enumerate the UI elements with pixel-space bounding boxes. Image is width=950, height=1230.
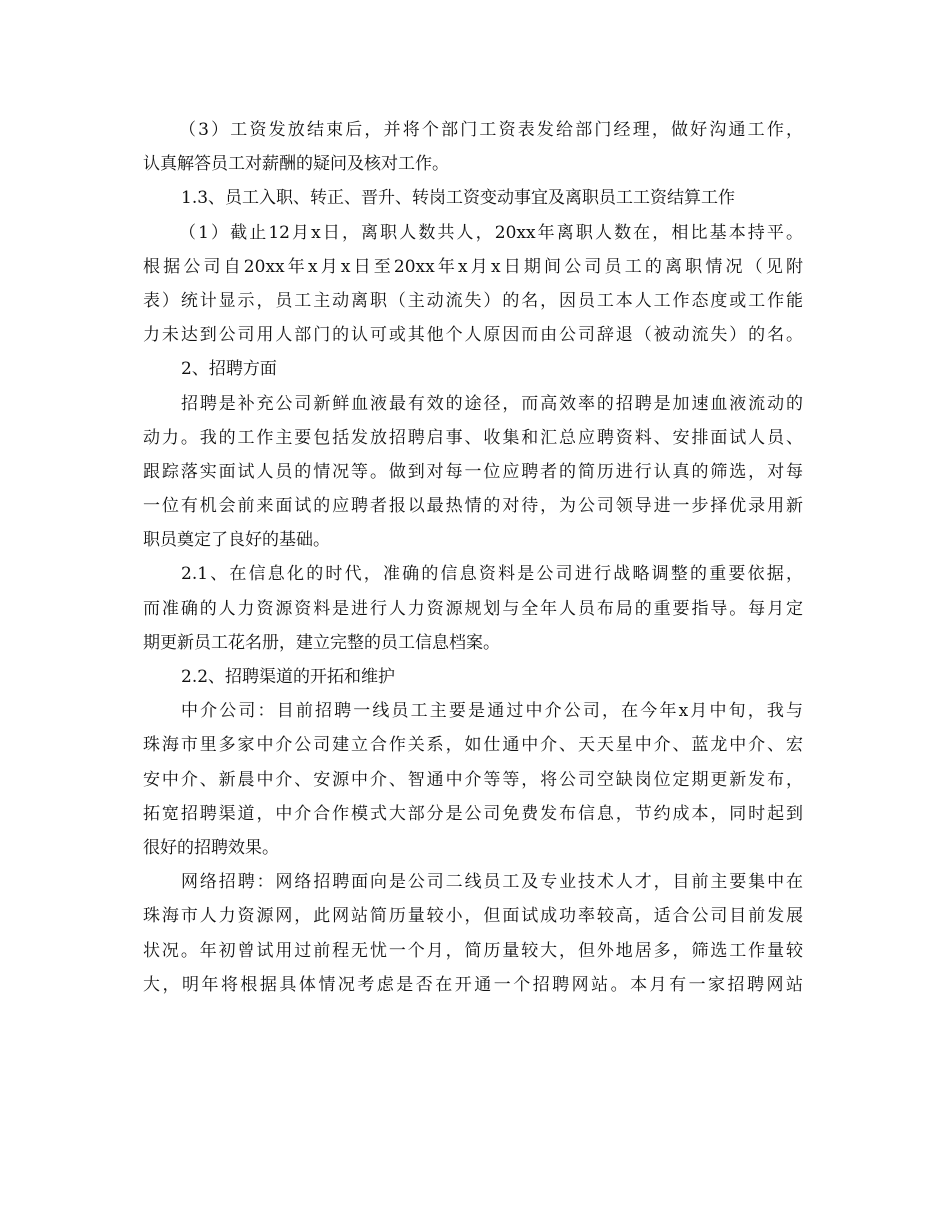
section-heading: 2.2、招聘渠道的开拓和维护 xyxy=(181,667,396,687)
paragraph-line: 安中介、新晨中介、安源中介、智通中介等等，将公司空缺岗位定期更新发布， xyxy=(143,769,803,790)
paragraph-line: 认真解答员工对薪酬的疑问及核对工作。 xyxy=(143,154,449,175)
paragraph-line: 状况。年初曾试用过前程无忧一个月，简历量较大，但外地居多，筛选工作量较 xyxy=(143,940,803,961)
paragraph-line: 根据公司自20xx年x月x日至20xx年x月x日期间公司员工的离职情况（见附 xyxy=(143,256,803,277)
paragraph-line: 招聘是补充公司新鲜血液最有效的途径，而高效率的招聘是加速血液流动的 xyxy=(181,393,803,414)
paragraph-line: 珠海市里多家中介公司建立合作关系，如仕通中介、天天星中介、蓝龙中介、宏 xyxy=(143,735,803,756)
section-heading: 2、招聘方面 xyxy=(181,359,277,380)
paragraph-line: 网络招聘：网络招聘面向是公司二线员工及专业技术人才，目前主要集中在 xyxy=(181,872,803,893)
paragraph-line: （1）截止12月x日，离职人数共人，20xx年离职人数在，相比基本持平。 xyxy=(179,222,803,243)
paragraph-line: 珠海市人力资源网，此网站简历量较小，但面试成功率较高，适合公司目前发展 xyxy=(143,906,803,927)
paragraph-line: 期更新员工花名册，建立完整的员工信息档案。 xyxy=(143,632,500,653)
paragraph-line: 力未达到公司用人部门的认可或其他个人原因而由公司辞退（被动流失）的名。 xyxy=(143,325,803,346)
paragraph-line: 拓宽招聘渠道，中介合作模式大部分是公司免费发布信息，节约成本，同时起到 xyxy=(143,803,803,824)
paragraph-line: 跟踪落实面试人员的情况等。做到对每一位应聘者的简历进行认真的筛选，对每 xyxy=(143,461,803,482)
paragraph-line: 中介公司：目前招聘一线员工主要是通过中介公司，在今年x月中旬，我与 xyxy=(181,701,803,722)
paragraph-line: （3）工资发放结束后，并将个部门工资表发给部门经理，做好沟通工作， xyxy=(179,120,803,140)
document-body xyxy=(143,113,803,1002)
paragraph-line: 大，明年将根据具体情况考虑是否在开通一个招聘网站。本月有一家招聘网站 xyxy=(143,974,803,995)
paragraph-line: 很好的招聘效果。 xyxy=(143,837,279,858)
paragraph-line: 表）统计显示，员工主动离职（主动流失）的名，因员工本人工作态度或工作能 xyxy=(143,290,803,311)
paragraph-line: 职员奠定了良好的基础。 xyxy=(143,530,330,551)
paragraph-line: 2.1、在信息化的时代，准确的信息资料是公司进行战略调整的重要依据， xyxy=(181,564,803,585)
paragraph-line: 动力。我的工作主要包括发放招聘启事、收集和汇总应聘资料、安排面试人员、 xyxy=(143,427,803,448)
section-heading: 1.3、员工入职、转正、晋升、转岗工资变动事宜及离职员工工资结算工作 xyxy=(181,188,736,209)
paragraph-line: 一位有机会前来面试的应聘者报以最热情的对待，为公司领导进一步择优录用新 xyxy=(143,496,803,517)
paragraph-line: 而准确的人力资源资料是进行人力资源规划与全年人员布局的重要指导。每月定 xyxy=(143,598,803,619)
